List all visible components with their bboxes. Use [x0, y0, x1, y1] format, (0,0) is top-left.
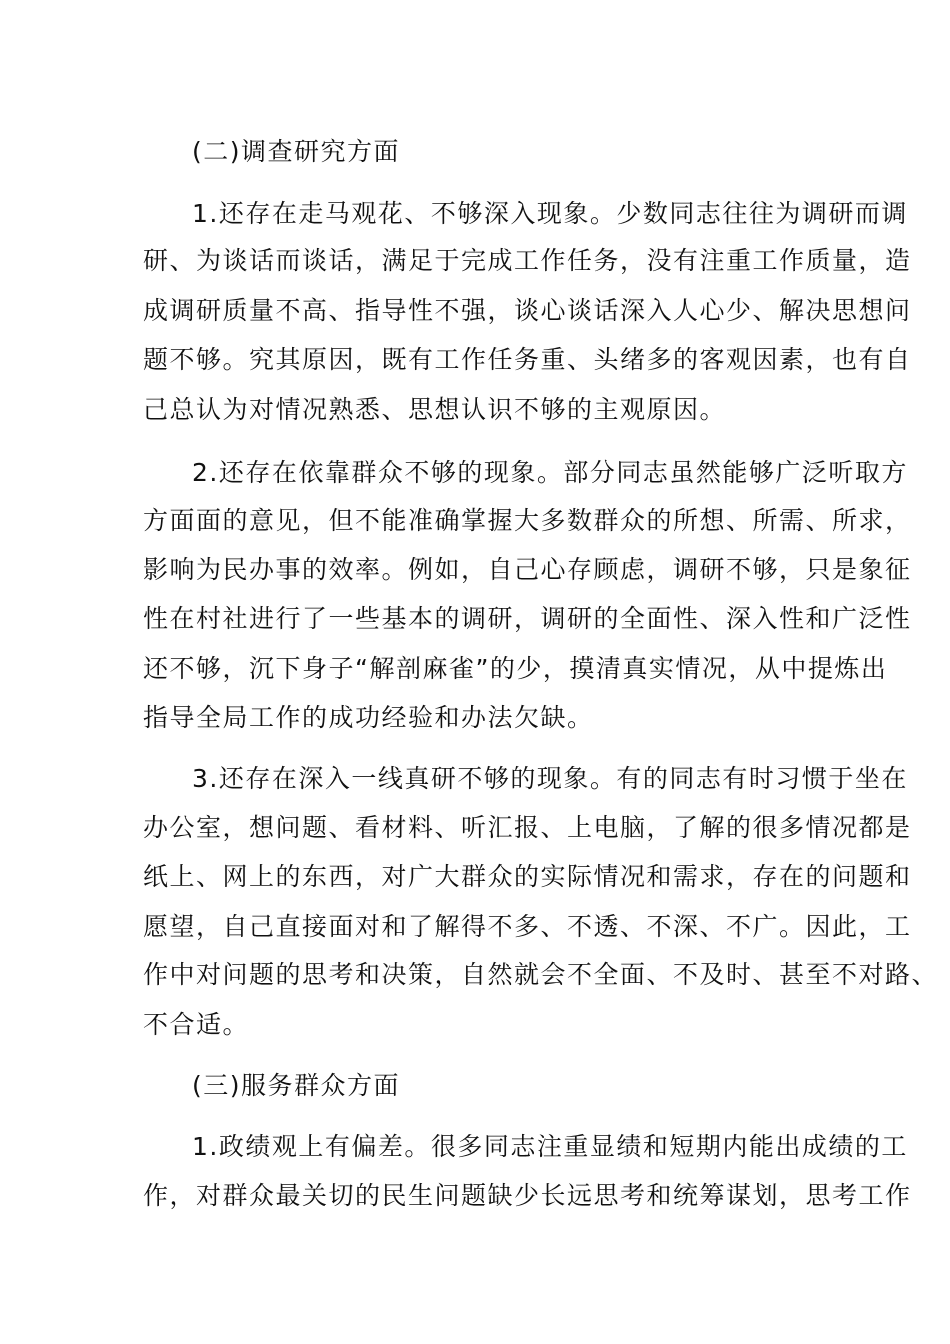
paragraph-line: 还不够，沉下身子“解剖麻雀”的少，摸清真实情况，从中提炼出: [143, 654, 888, 683]
section-heading-service: (三)服务群众方面: [192, 1071, 401, 1100]
paragraph-line: 指导全局工作的成功经验和办法欠缺。: [143, 703, 594, 732]
paragraph-line: 纸上、网上的东西，对广大群众的实际情况和需求，存在的问题和: [143, 862, 912, 891]
paragraph-line: 性在村社进行了一些基本的调研，调研的全面性、深入性和广泛性: [143, 604, 912, 633]
paragraph-line: 研、为谈话而谈话，满足于完成工作任务，没有注重工作质量，造: [143, 246, 912, 275]
paragraph-line: 己总认为对情况熟悉、思想认识不够的主观原因。: [143, 395, 727, 424]
paragraph-line: 3.还存在深入一线真研不够的现象。有的同志有时习惯于坐在: [192, 764, 908, 793]
section-heading-research: (二)调查研究方面: [192, 137, 401, 166]
paragraph-line: 作中对问题的思考和决策，自然就会不全面、不及时、甚至不对路、: [143, 960, 939, 989]
paragraph-line: 1.政绩观上有偏差。很多同志注重显绩和短期内能出成绩的工: [192, 1132, 908, 1161]
paragraph-line: 成调研质量不高、指导性不强，谈心谈话深入人心少、解决思想问: [143, 296, 912, 325]
paragraph-line: 1.还存在走马观花、不够深入现象。少数同志往往为调研而调: [192, 199, 908, 228]
paragraph-line: 愿望，自己直接面对和了解得不多、不透、不深、不广。因此，工: [143, 912, 912, 941]
paragraph-line: 办公室，想问题、看材料、听汇报、上电脑，了解的很多情况都是: [143, 813, 912, 842]
paragraph-line: 作，对群众最关切的民生问题缺少长远思考和统筹谋划，思考工作: [143, 1181, 912, 1210]
paragraph-line: 2.还存在依靠群众不够的现象。部分同志虽然能够广泛听取方: [192, 458, 908, 487]
paragraph-line: 影响为民办事的效率。例如，自己心存顾虑，调研不够，只是象征: [143, 555, 912, 584]
paragraph-line: 方面面的意见，但不能准确掌握大多数群众的所想、所需、所求，: [143, 506, 912, 535]
paragraph-line: 不合适。: [143, 1010, 250, 1039]
paragraph-line: 题不够。究其原因，既有工作任务重、头绪多的客观因素，也有自: [143, 345, 912, 374]
